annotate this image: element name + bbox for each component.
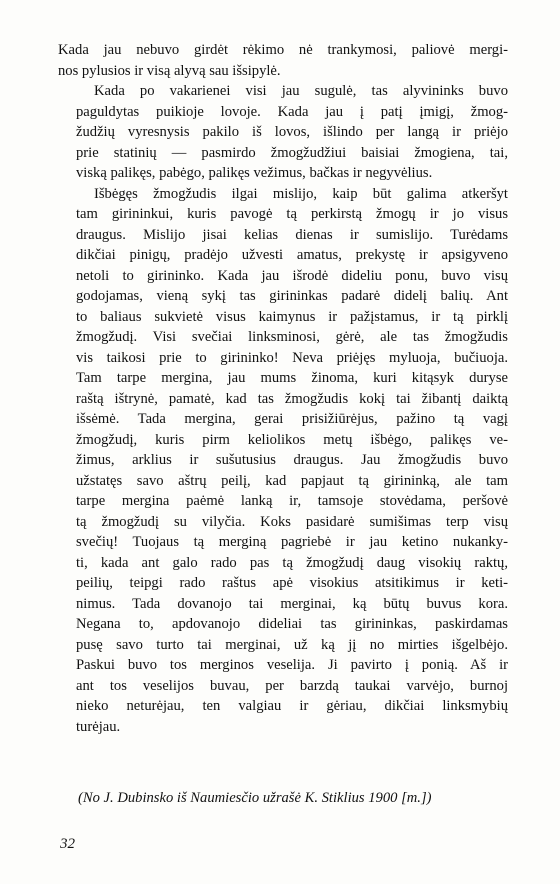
text-line: Negana to, apdovanojo dideliai tas girininkas, paskirdamas: [76, 616, 508, 632]
page-number: 32: [60, 836, 75, 852]
text-line: vis taikosi prie to girininko! Neva priėjęs myluoja, bučiuoja.: [76, 349, 508, 366]
text-line: tą žmogžudį su vilyčia. Koks pasidarė sumišimas terp visų: [76, 513, 508, 530]
text-line: ant tos veselijos buvau, per barzdą taukai varvėjo, burnoj: [76, 677, 508, 694]
text-line: Kada jau nebuvo girdėt rėkimo nė trankymosi, paliovė mergi-: [58, 42, 508, 58]
text-line: prie statinių — pasmirdo žmogžudžiui baisiai žmogiena, tai,: [76, 144, 508, 161]
text-line: žmogžudį, kuris pirm keliolikos metų išbėgo, palikęs ve-: [76, 431, 508, 448]
text-line: žimus, arklius ir sušutusius draugus. Jau žmogžudis buvo: [76, 452, 508, 468]
text-line: Tam tarpe mergina, jau mums žinoma, kuri kitąsyk duryse: [76, 370, 508, 386]
text-line: Išbėgęs žmogžudis ilgai mislijo, kaip būt galima atkeršyt: [94, 185, 508, 202]
text-line: peilių, teipgi rado raštus apė visokius atsitikimus ir keti-: [76, 575, 508, 591]
text-line: svečių! Tuojaus tą merginą pagriebė ir jau ketino nukanky-: [76, 534, 508, 550]
text-line: viską palikęs, pabėgo, palikęs vežimus, bačkas ir negyvėlius.: [76, 165, 433, 181]
text-line: ti, kada ant galo rado pas tą žmogžudį daug visokių raktų,: [76, 554, 508, 571]
text-line: nos pylusios ir visą alyvą sau išsipylė.: [58, 62, 281, 79]
text-line: pusę savo turto tai merginai, už ką jį no mirties išgelbėjo.: [76, 636, 508, 653]
paragraph: [58, 40, 508, 81]
text-line: godojamas, vieną sykį tas girininkas padarė didelį balių. Ant: [76, 288, 508, 304]
text-line: raštą ištrynė, pamatė, kad tas žmogžudis kokį tai žibantį daiktą: [76, 390, 508, 407]
text-line: užstatęs savo aštrų peilį, kad papjaut tą girininką, ale tam: [76, 472, 508, 489]
text-line: tam girininkui, kuris pavogė tą perkirstą žmogų ir jo visus: [76, 206, 508, 222]
paragraph: [58, 81, 508, 184]
text-line: netoli to girininko. Kada jau išrodė dideliu ponu, buvo visų: [76, 267, 508, 284]
text-line: Kada po vakarienei visi jau sugulė, tas alyvininks buvo: [94, 83, 508, 99]
text-line: išsėmė. Tada mergina, gerai prisižiūrėjus, pažino tą vagį: [76, 411, 508, 427]
text-line: turėjau.: [76, 718, 121, 735]
text-line: dikčiai pinigų, pradėjo užvesti amatus, prekystę ir apsigyveno: [76, 247, 508, 263]
text-line: Paskui buvo tos merginos veselija. Ji pavirto į ponią. Aš ir: [76, 657, 508, 673]
source-note: (No J. Dubinsko iš Naumiesčio užrašė K. Stiklius 1900 [m.]): [78, 790, 432, 806]
text-line: tarpe mergina paėmė lanką ir, tamsoje stovėdama, peršovė: [76, 493, 508, 509]
text-line: nieko neturėjau, ten valgiau ir gėriau, dikčiai linksmybių: [76, 698, 508, 714]
text-line: draugus. Mislijo jisai kelias dienas ir sumislijo. Turėdams: [76, 226, 508, 243]
text-line: paguldytas puikioje lovoje. Kada jau į patį įmigį, žmog-: [76, 103, 508, 120]
paragraph: [58, 184, 508, 738]
story-text: [58, 40, 508, 737]
text-line: žudžių vyresnysis pakilo iš lovos, išlindo per langą ir priėjo: [76, 124, 508, 140]
text-line: žmogžudį. Visi svečiai linksminosi, gėrė, ale tas žmogžudis: [76, 329, 508, 345]
text-line: to baliaus sukvietė visus kaimynus ir pažįstamus, ir tą pirklį: [76, 308, 508, 325]
text-line: nimus. Tada dovanojo tai merginai, ką būtų buvus kora.: [76, 595, 508, 612]
